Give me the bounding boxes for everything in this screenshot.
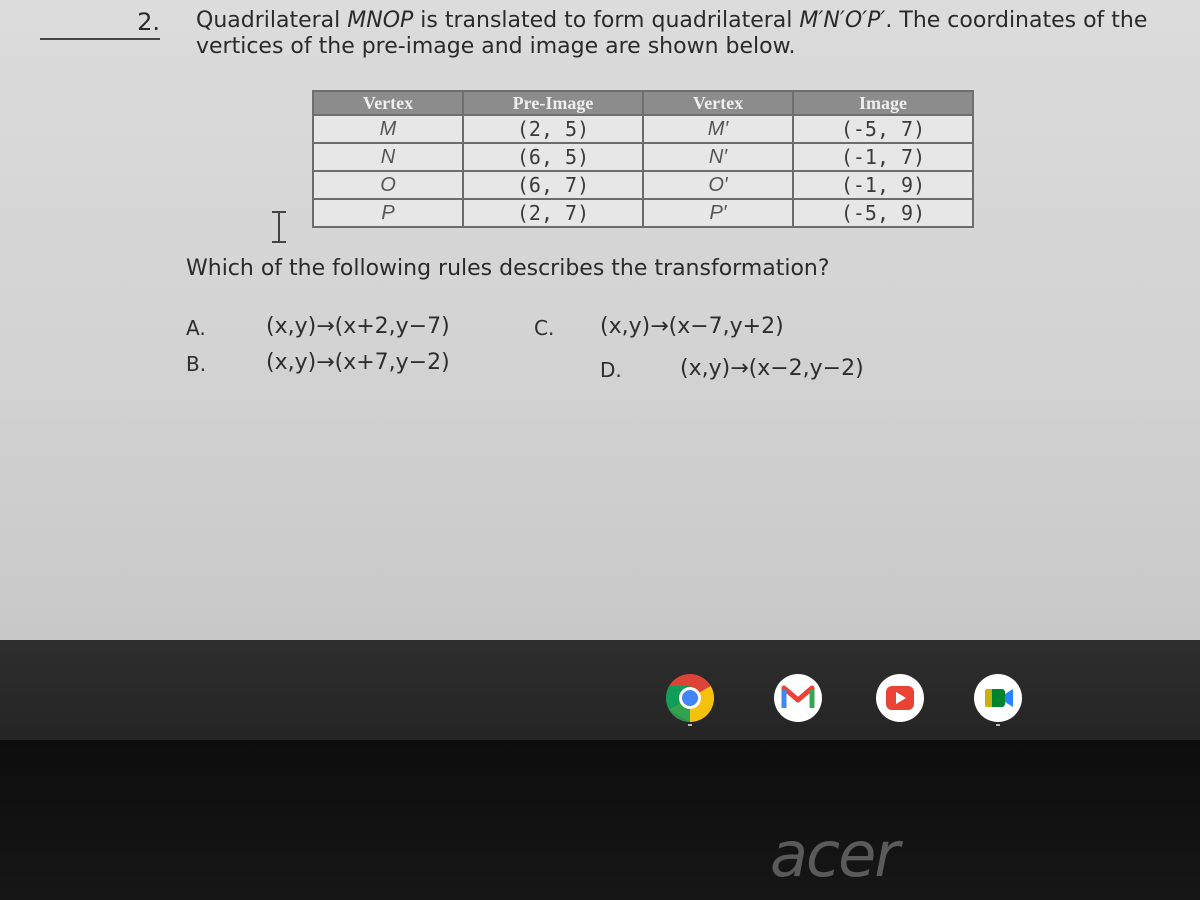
laptop-bezel (0, 740, 1200, 900)
image-cell: (-5, 7) (793, 115, 973, 143)
table-row (313, 143, 973, 171)
table-row (313, 171, 973, 199)
pre-image-cell: (2, 5) (463, 115, 643, 143)
gmail-icon[interactable] (770, 670, 826, 726)
pre-image-cell: (2, 7) (463, 199, 643, 227)
pre-image-cell: (6, 5) (463, 143, 643, 171)
choice-a[interactable]: (x,y)→(x+2,y−7) (266, 314, 450, 339)
header-vertex-prime: Vertex (643, 91, 793, 115)
vertex-cell: P (313, 199, 463, 227)
vertex-prime-cell: P′ (643, 199, 793, 227)
choice-b[interactable]: (x,y)→(x+7,y−2) (266, 350, 450, 375)
vertex-cell: N (313, 143, 463, 171)
table-row (313, 115, 973, 143)
image-cell: (-1, 7) (793, 143, 973, 171)
header-pre-image: Pre-Image (463, 91, 643, 115)
pre-image-cell: (6, 7) (463, 171, 643, 199)
choice-letter-b: B. (186, 352, 207, 376)
text-cursor-icon (268, 210, 290, 244)
prompt-part-italic: MNOP (347, 8, 414, 33)
youtube-icon[interactable] (872, 670, 928, 726)
image-cell: (-1, 9) (793, 171, 973, 199)
table-row (313, 199, 973, 227)
prompt-part: . The coordinates of the vertices of the pre-image and image are shown below. (196, 8, 1148, 59)
question-number: 2. (40, 8, 160, 40)
image-cell: (-5, 9) (793, 199, 973, 227)
vertex-cell: O (313, 171, 463, 199)
vertex-prime-cell: N′ (643, 143, 793, 171)
brand-logo: acer (770, 818, 898, 891)
header-vertex: Vertex (313, 91, 463, 115)
header-image: Image (793, 91, 973, 115)
question-prompt (196, 8, 1191, 60)
coordinates-table (312, 90, 974, 228)
prompt-part: Quadrilateral (196, 8, 348, 33)
chrome-icon[interactable] (662, 670, 718, 726)
choice-letter-d: D. (600, 358, 622, 382)
vertex-prime-cell: M′ (643, 115, 793, 143)
choice-letter-c: C. (534, 316, 555, 340)
question-text: Which of the following rules describes the transformation? (186, 256, 830, 281)
meet-icon[interactable] (970, 670, 1026, 726)
choice-c[interactable]: (x,y)→(x−7,y+2) (600, 314, 784, 339)
choice-letter-a: A. (186, 316, 206, 340)
prompt-part: is translated to form quadrilateral (413, 8, 800, 33)
table-header-row (313, 91, 973, 115)
vertex-prime-cell: O′ (643, 171, 793, 199)
prompt-part-italic: M′N′O′P′ (799, 8, 886, 33)
vertex-cell: M (313, 115, 463, 143)
choice-d[interactable]: (x,y)→(x−2,y−2) (680, 356, 864, 381)
